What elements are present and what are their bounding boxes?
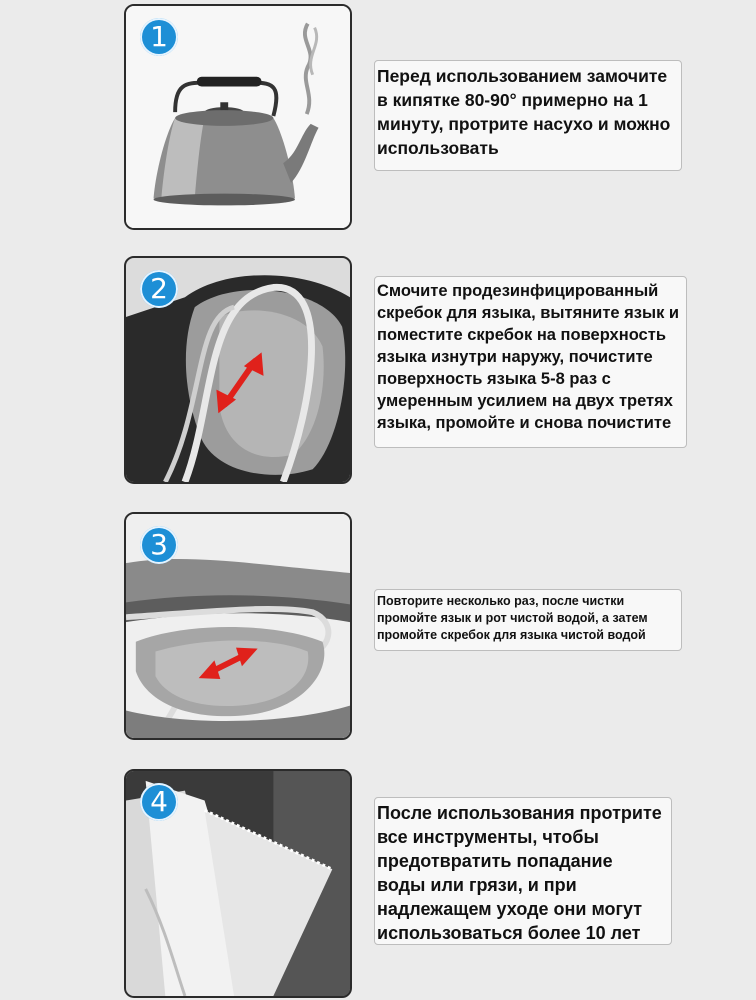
step-2-caption: [374, 276, 687, 448]
step-1-text: Перед использованием замочите в кипятке 80-90° примерно на 1 минуту, протрите насухо и можно использовать: [377, 66, 671, 158]
step-3-photo: [124, 512, 352, 740]
step-number-badge: 3: [140, 526, 178, 564]
step-1-photo: [124, 4, 352, 230]
step-2-text: Смочите продезинфицированный скребок для языка, вытяните язык и поместите скребок на поверхность языка изнутри наружу, почистите поверхность языка 5-8 раз с умеренным усилием на двух третях языка, промойте и снова почистите: [377, 282, 680, 432]
step-3-text: Повторите несколько раз, после чистки промойте язык и рот чистой водой, а затем промойте скребок для языка чистой водой: [377, 594, 648, 642]
step-1-caption: [374, 60, 682, 171]
step-4-photo: [124, 769, 352, 998]
step-4-text: После использования протрите все инструменты, чтобы предотвратить попадание воды или грязи, и при надлежащем уходе они могут использоваться более 10 лет: [377, 803, 662, 943]
step-2-photo: [124, 256, 352, 484]
step-number-badge: 2: [140, 270, 178, 308]
step-number-badge: 1: [140, 18, 178, 56]
step-4-caption: [374, 797, 672, 945]
step-number-badge: 4: [140, 783, 178, 821]
step-3-caption: [374, 589, 682, 651]
